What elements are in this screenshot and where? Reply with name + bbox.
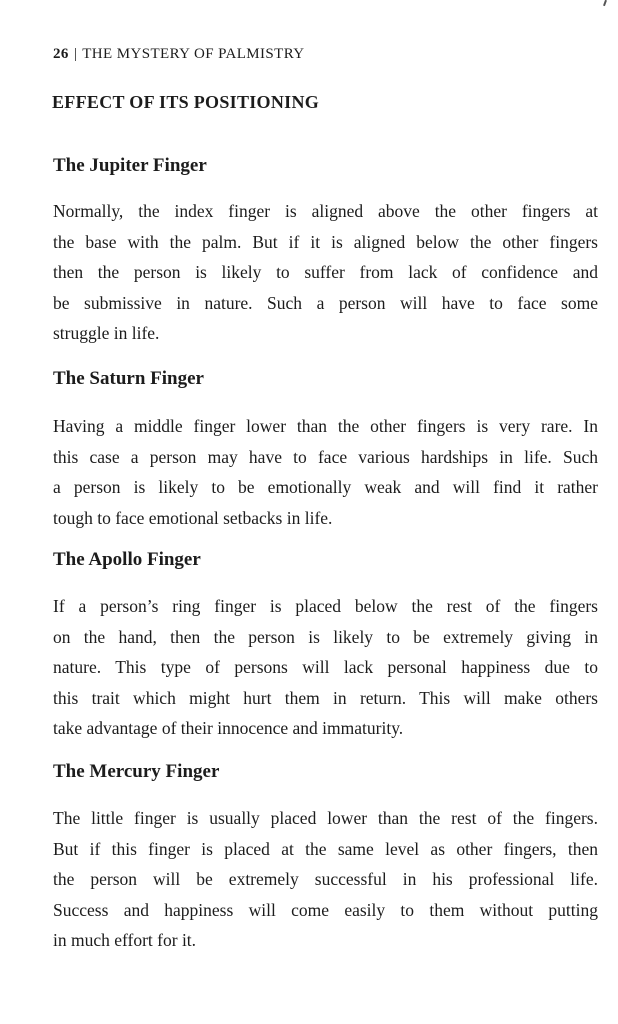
text-line: this trait which might hurt them in return. This will make others: [53, 687, 598, 708]
text-line: a person is likely to be emotionally weak and will find it rather: [53, 477, 598, 497]
text-line: on the hand, then the person is likely to be extremely giving in: [53, 626, 598, 647]
text-line: nature. This type of persons will lack personal happiness due to: [53, 657, 598, 677]
section-title: EFFECT OF ITS POSITIONING: [52, 92, 320, 112]
book-title: THE MYSTERY OF PALMISTRY: [82, 46, 305, 62]
subheading-mercury-finger: The Mercury Finger: [53, 761, 220, 782]
running-head-separator: |: [73, 46, 78, 62]
paragraph-saturn-finger: [53, 411, 598, 533]
text-line: then the person is likely to suffer from lack of confidence and: [53, 262, 598, 282]
text-line: in much effort for it.: [53, 930, 197, 950]
paragraph-jupiter-finger: [53, 196, 598, 349]
text-line: Having a middle finger lower than the other fingers is very rare. In: [53, 416, 598, 436]
text-line: Success and happiness will come easily to them without putting: [53, 899, 598, 920]
text-line: the person will be extremely successful in his professional life.: [53, 869, 598, 889]
page-number: 26: [53, 46, 69, 62]
subheading-apollo-finger: The Apollo Finger: [53, 549, 201, 570]
text-line: this case a person may have to face various hardships in life. Such: [53, 446, 598, 467]
text-line: But if this finger is placed at the same level as other fingers, then: [53, 838, 598, 859]
subheading-jupiter-finger: The Jupiter Finger: [53, 155, 207, 176]
text-line: struggle in life.: [53, 323, 160, 343]
paragraph-apollo-finger: [53, 591, 598, 744]
text-line: tough to face emotional setbacks in life.: [53, 507, 333, 528]
subheading-saturn-finger: The Saturn Finger: [53, 368, 204, 389]
text-line: The little finger is usually placed lower than the rest of the fingers.: [53, 808, 598, 828]
text-line: be submissive in nature. Such a person will have to face some: [53, 292, 598, 313]
page-speck: [603, 0, 607, 6]
paragraph-mercury-finger: [53, 803, 598, 956]
text-line: the base with the palm. But if it is aligned below the other fingers: [53, 231, 598, 252]
running-head: [53, 46, 305, 63]
text-line: take advantage of their innocence and immaturity.: [53, 718, 404, 738]
text-line: Normally, the index finger is aligned above the other fingers at: [53, 201, 598, 221]
text-line: If a person’s ring finger is placed below the rest of the fingers: [53, 596, 598, 616]
